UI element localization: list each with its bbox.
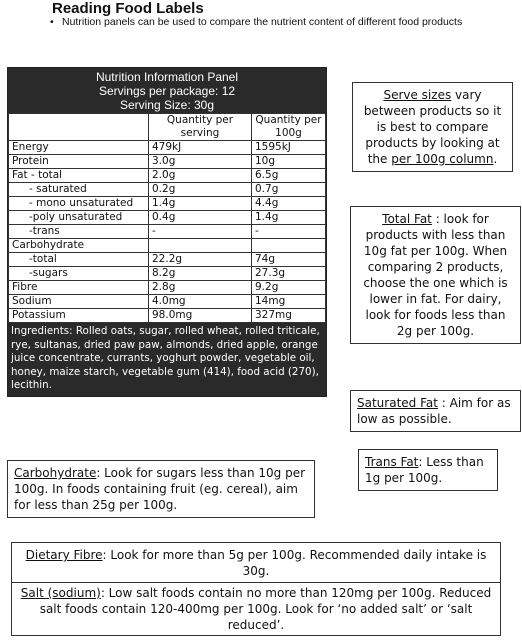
- nutrient-label: Sodium: [9, 295, 149, 309]
- nutrient-label: -sugars: [9, 267, 149, 281]
- serving-value: 1.4g: [149, 197, 252, 211]
- serving-value: [149, 239, 252, 253]
- serving-value: 0.2g: [149, 183, 252, 197]
- table-row: [9, 169, 326, 183]
- per-100g-value: 10g: [252, 155, 326, 169]
- col-header-serving: Quantity per serving: [149, 114, 252, 141]
- table-row: [9, 253, 326, 267]
- total-fat-tip: [350, 206, 521, 344]
- table-header-row: [9, 114, 326, 141]
- nutrient-label: Potassium: [9, 309, 149, 323]
- salt-tip: [12, 582, 500, 633]
- nutrition-rows: [9, 141, 326, 323]
- nutrient-label: Carbohydrate: [9, 239, 149, 253]
- saturated-fat-text: : Aim for as low as possible.: [357, 396, 511, 426]
- per-100g-value: 0.7g: [252, 183, 326, 197]
- table-row: [9, 267, 326, 281]
- table-row: [9, 309, 326, 323]
- saturated-fat-tip: [350, 390, 521, 432]
- panel-header: [8, 68, 326, 113]
- serve-size-tip: [352, 82, 513, 172]
- carbohydrate-heading: Carbohydrate: [14, 466, 97, 480]
- per-100g-value: 1.4g: [252, 211, 326, 225]
- table-row: [9, 197, 326, 211]
- panel-title: Nutrition Information Panel: [95, 70, 239, 84]
- per-100g-value: 327mg: [252, 309, 326, 323]
- carbohydrate-tip: [7, 460, 315, 518]
- table-row: [9, 239, 326, 253]
- nutrient-label: -trans: [9, 225, 149, 239]
- serving-value: 2.0g: [149, 169, 252, 183]
- serving-value: 0.4g: [149, 211, 252, 225]
- per-100g-value: 4.4g: [252, 197, 326, 211]
- saturated-fat-heading: Saturated Fat: [357, 396, 438, 410]
- dietary-fibre-text: : Look for more than 5g per 100g. Recommended daily intake is 30g.: [102, 548, 487, 578]
- per-100g-value: 1595kJ: [252, 141, 326, 155]
- intro-text: Nutrition panels can be used to compare the nutrient content of different food products: [62, 16, 463, 28]
- table-row: [9, 211, 326, 225]
- salt-heading: Salt (sodium): [20, 586, 101, 600]
- servings-per-package: Servings per package: 12: [98, 84, 236, 98]
- nutrient-label: Fibre: [9, 281, 149, 295]
- trans-fat-text: : Less than 1g per 100g.: [365, 455, 484, 485]
- nutrition-panel: [7, 67, 327, 397]
- carbohydrate-text: : Look for sugars less than 10g per 100g. In foods containing fruit (eg. cereal), aim for less than 25g per 100g.: [14, 466, 306, 512]
- per-100g-value: -: [252, 225, 326, 239]
- table-row: [9, 155, 326, 169]
- nutrient-label: Protein: [9, 155, 149, 169]
- serving-value: 98.0mg: [149, 309, 252, 323]
- per-100g-value: 9.2g: [252, 281, 326, 295]
- serving-value: 3.0g: [149, 155, 252, 169]
- nutrient-label: Fat - total: [9, 169, 149, 183]
- table-row: [9, 295, 326, 309]
- serving-value: 2.8g: [149, 281, 252, 295]
- table-row: [9, 141, 326, 155]
- nutrient-label: -total: [9, 253, 149, 267]
- serve-size-text: vary between products so it is best to compare products by looking at the: [363, 88, 502, 166]
- per-100g-link-text: per 100g column: [391, 152, 494, 166]
- dietary-fibre-tip: [18, 547, 494, 579]
- table-row: [9, 183, 326, 197]
- per-100g-value: [252, 239, 326, 253]
- nutrient-label: Energy: [9, 141, 149, 155]
- nutrition-table: [8, 113, 326, 323]
- col-header-100g: Quantity per 100g: [252, 114, 326, 141]
- serving-value: 479kJ: [149, 141, 252, 155]
- table-row: [9, 281, 326, 295]
- total-fat-text: : look for products with less than 10g fat per 100g. When comparing 2 products, choose the one which is lower in fat. For dairy, look for foods less than 2g per 100g.: [363, 212, 508, 338]
- per-100g-value: 6.5g: [252, 169, 326, 183]
- table-row: [9, 225, 326, 239]
- per-100g-value: 74g: [252, 253, 326, 267]
- intro-bullet: [50, 16, 482, 29]
- serving-value: 22.2g: [149, 253, 252, 267]
- nutrient-label: -poly unsaturated: [9, 211, 149, 225]
- fibre-salt-box: [11, 542, 501, 636]
- serving-value: 4.0mg: [149, 295, 252, 309]
- blank-header-cell: [9, 114, 149, 141]
- trans-fat-tip: [358, 449, 498, 491]
- dietary-fibre-heading: Dietary Fibre: [25, 548, 103, 562]
- total-fat-heading: Total Fat: [382, 212, 432, 226]
- bullet-dot-icon: •: [50, 16, 54, 28]
- per-100g-value: 14mg: [252, 295, 326, 309]
- serving-value: -: [149, 225, 252, 239]
- nutrient-label: - saturated: [9, 183, 149, 197]
- serving-value: 8.2g: [149, 267, 252, 281]
- page-title: Reading Food Labels: [52, 0, 204, 17]
- trans-fat-heading: Trans Fat: [365, 455, 419, 469]
- nutrient-label: - mono unsaturated: [9, 197, 149, 211]
- serving-size: Serving Size: 30g: [119, 98, 215, 112]
- ingredients-list: Ingredients: Rolled oats, sugar, rolled wheat, rolled triticale, rye, sultanas, dried paw paw, almonds, dried apple, orange juice concentrate, currants, yoghurt powder, vegetable oil, honey, maize starch, vegetable gum (414), food acid (270), lecithin.: [8, 323, 326, 396]
- per-100g-value: 27.3g: [252, 267, 326, 281]
- serve-size-heading: Serve sizes: [383, 88, 452, 102]
- serve-size-end: .: [493, 152, 498, 166]
- salt-text: : Low salt foods contain no more than 120mg per 100g. Reduced salt foods contain 120-400mg per 100g. Look for ‘no added salt’ or ‘salt reduced’.: [39, 586, 492, 632]
